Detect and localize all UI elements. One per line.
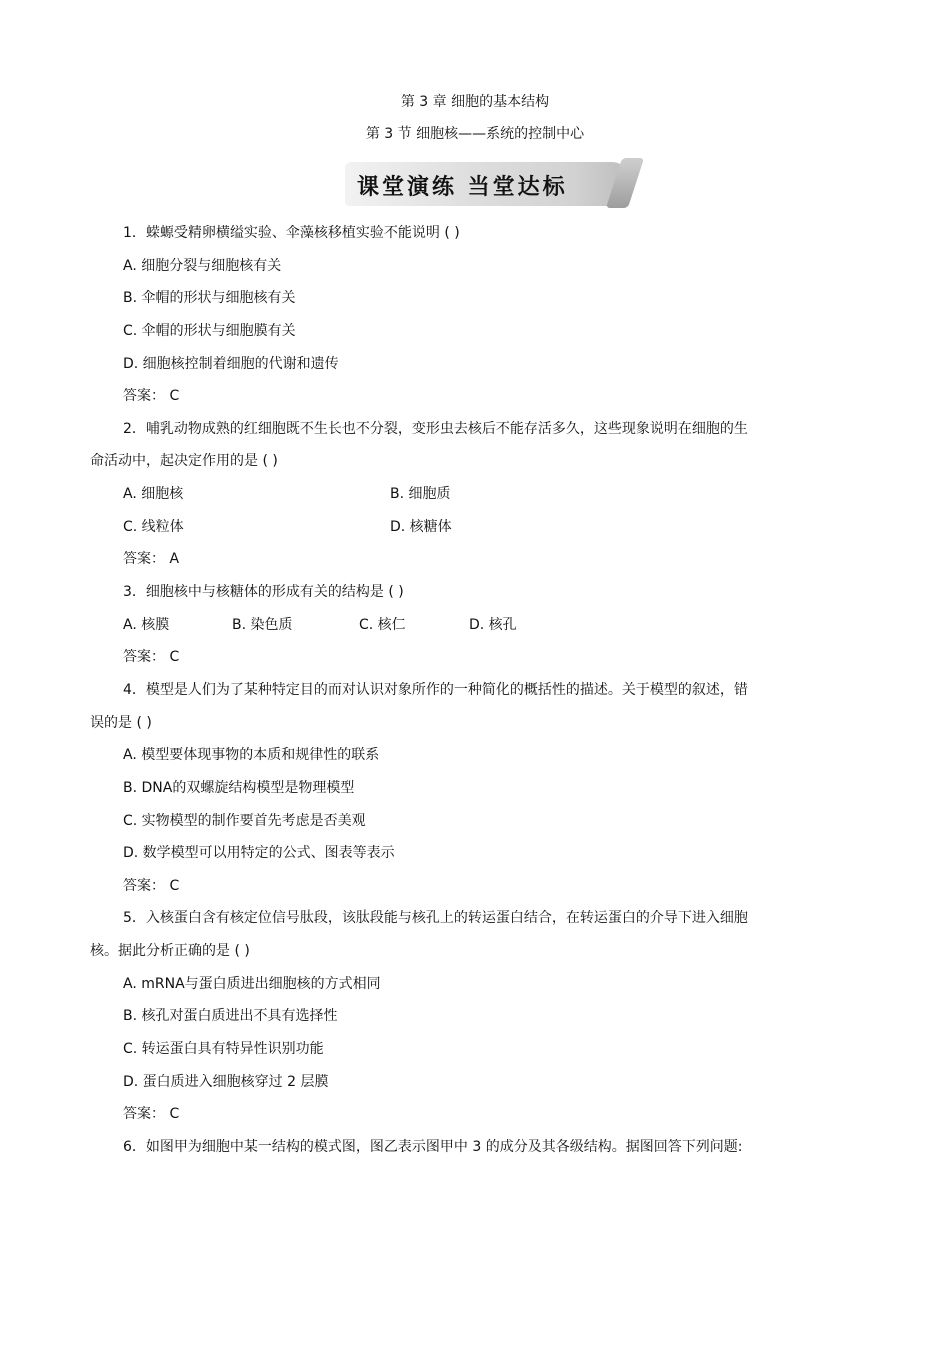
- question-5-answer: 答案： C: [123, 1106, 180, 1122]
- question-3-option-b: B. 染色质: [232, 617, 293, 633]
- question-1-option-c: C. 伞帽的形状与细胞膜有关: [123, 323, 296, 339]
- question-4-answer: 答案： C: [123, 878, 180, 894]
- question-2-option-a: A. 细胞核: [123, 486, 184, 502]
- question-3-answer: 答案： C: [123, 649, 180, 665]
- question-5-stem-line2: 核。据此分析正确的是 ( ): [90, 943, 250, 959]
- question-1-option-a: A. 细胞分裂与细胞核有关: [123, 258, 282, 274]
- question-1-option-d: D. 细胞核控制着细胞的代谢和遗传: [123, 356, 339, 372]
- question-4-option-b: B. DNA的双螺旋结构模型是物理模型: [123, 780, 355, 796]
- section-banner: [345, 158, 635, 210]
- question-5-option-c: C. 转运蛋白具有特异性识别功能: [123, 1041, 324, 1057]
- question-4-stem-line1: 4．模型是人们为了某种特定目的而对认识对象所作的一种简化的概括性的描述。关于模型的叙述，错: [123, 682, 748, 698]
- banner-text: 课堂演练 当堂达标: [357, 175, 568, 200]
- question-4-option-d: D. 数学模型可以用特定的公式、图表等表示: [123, 845, 395, 861]
- question-1-option-b: B. 伞帽的形状与细胞核有关: [123, 290, 296, 306]
- question-5-option-b: B. 核孔对蛋白质进出不具有选择性: [123, 1008, 338, 1024]
- question-2-stem-line2: 命活动中，起决定作用的是 ( ): [90, 453, 278, 469]
- question-6-stem: 6．如图甲为细胞中某一结构的模式图，图乙表示图甲中 3 的成分及其各级结构。据图回答下列问题:: [123, 1139, 743, 1155]
- question-4-stem-line2: 误的是 ( ): [90, 715, 152, 731]
- question-3-stem: 3．细胞核中与核糖体的形成有关的结构是 ( ): [123, 584, 404, 600]
- question-3-option-d: D. 核孔: [469, 617, 517, 633]
- section-title: 第 3 节 细胞核——系统的控制中心: [365, 126, 585, 142]
- question-3-option-a: A. 核膜: [123, 617, 170, 633]
- question-3-option-c: C. 核仁: [359, 617, 406, 633]
- chapter-title: 第 3 章 细胞的基本结构: [400, 94, 550, 110]
- question-1-answer: 答案： C: [123, 388, 180, 404]
- question-2-option-b: B. 细胞质: [390, 486, 451, 502]
- question-5-stem-line1: 5．入核蛋白含有核定位信号肽段，该肽段能与核孔上的转运蛋白结合，在转运蛋白的介导下进入细胞: [123, 910, 748, 926]
- question-2-option-c: C. 线粒体: [123, 519, 184, 535]
- question-1-stem: 1．蝾螈受精卵横缢实验、伞藻核移植实验不能说明 ( ): [123, 225, 460, 241]
- question-4-option-c: C. 实物模型的制作要首先考虑是否美观: [123, 813, 366, 829]
- question-5-option-d: D. 蛋白质进入细胞核穿过 2 层膜: [123, 1074, 329, 1090]
- question-4-option-a: A. 模型要体现事物的本质和规律性的联系: [123, 747, 380, 763]
- question-2-stem-line1: 2．哺乳动物成熟的红细胞既不生长也不分裂，变形虫去核后不能存活多久，这些现象说明在细胞的生: [123, 421, 748, 437]
- question-2-option-d: D. 核糖体: [390, 519, 452, 535]
- question-5-option-a: A. mRNA与蛋白质进出细胞核的方式相同: [123, 976, 381, 992]
- question-2-answer: 答案： A: [123, 551, 180, 567]
